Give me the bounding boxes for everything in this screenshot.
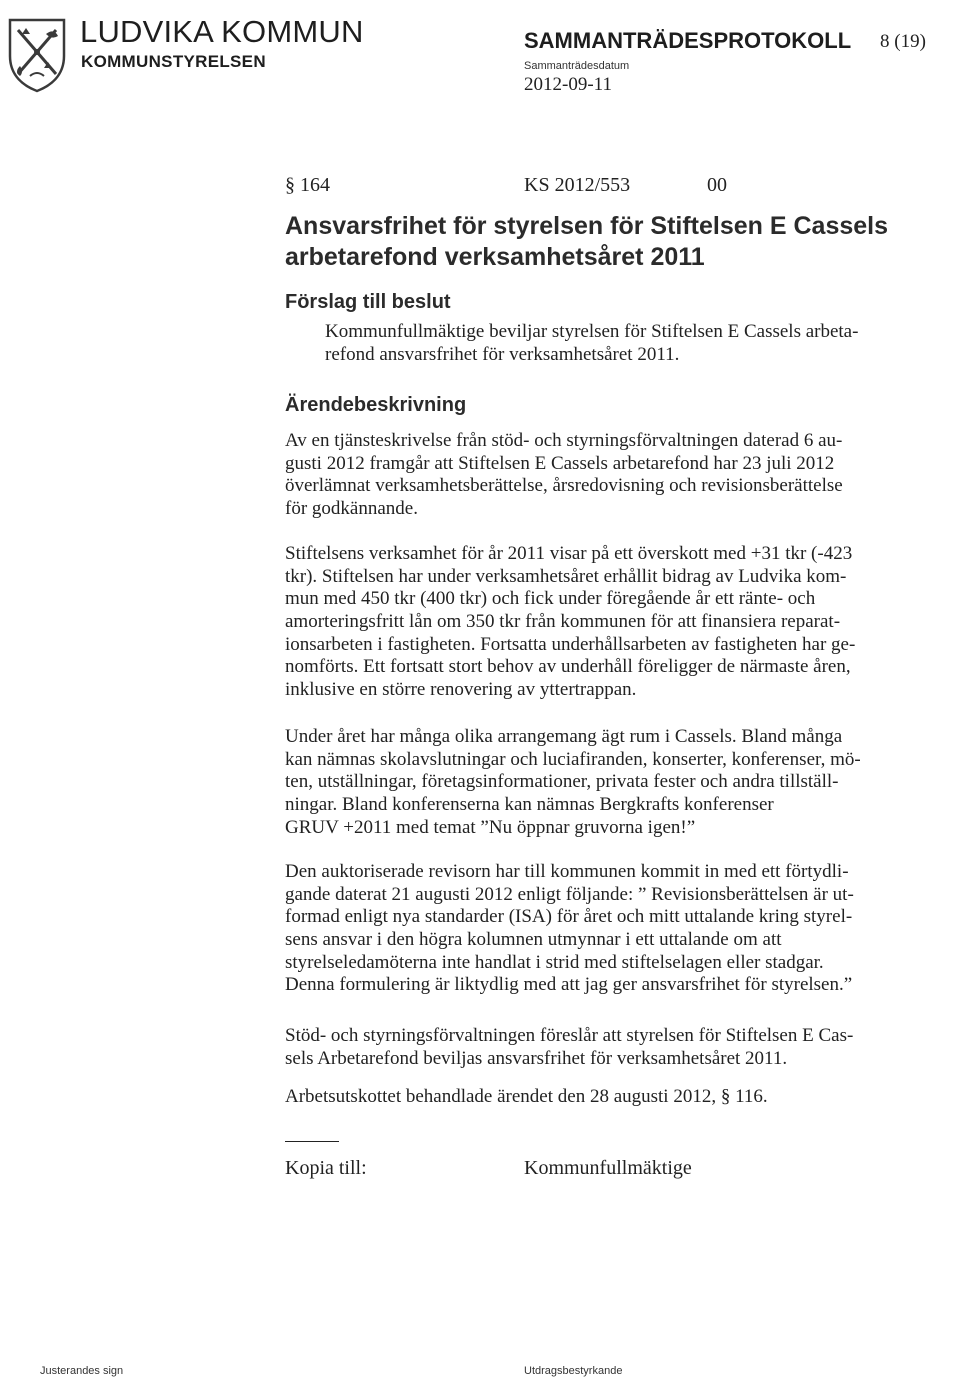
document-type-title: SAMMANTRÄDESPROTOKOLL <box>524 28 852 53</box>
text-line: GRUV +2011 med temat ”Nu öppnar gruvorna igen!” <box>285 816 696 838</box>
organization-unit: KOMMUNSTYRELSEN <box>81 52 266 71</box>
text-line: Stiftelsens verksamhet för år 2011 visar på ett överskott med +31 tkr (-423 <box>285 543 853 564</box>
case-code: 00 <box>707 174 727 196</box>
text-line: för godkännande. <box>285 498 418 520</box>
text-line: ningar. Bland konferenserna kan nämnas Bergkrafts konferenser <box>285 794 774 816</box>
separator-rule <box>285 1141 339 1142</box>
meeting-date: 2012-09-11 <box>524 74 612 95</box>
case-title: Ansvarsfrihet för styrelsen för Stiftelsen E Cassels arbetarefond verksamhetsåret 2011 <box>285 212 889 271</box>
text-line: sens ansvar i den högra kolumnen utmynnar i ett uttalande om att <box>285 929 782 951</box>
text-line: sels Arbetarefond beviljas ansvarsfrihet för verksamhetsåret 2011. <box>285 1047 788 1069</box>
text-line: formad enligt nya standarder (ISA) för året och mitt uttalande kring styrel- <box>285 906 853 928</box>
description-paragraph <box>285 430 843 521</box>
text-line: Stöd- och styrningsförvaltningen föreslår att styrelsen för Stiftelsen E Cas- <box>285 1025 854 1046</box>
text-line: nomförts. Ett fortsatt stort behov av underhåll föreligger de närmaste åren, <box>285 656 851 678</box>
description-paragraph <box>285 861 854 997</box>
text-line: Under året har många olika arrangemang ägt rum i Cassels. Bland många <box>285 726 843 747</box>
text-line: ionsarbeten i fastigheten. Fortsatta underhållsarbeten av fastigheten har ge- <box>285 633 856 655</box>
description-paragraph <box>285 1086 768 1109</box>
copy-to-label: Kopia till: <box>285 1157 367 1179</box>
text-line: Av en tjänsteskrivelse från stöd- och styrningsförvaltningen daterad 6 au- <box>285 430 843 451</box>
case-number: KS 2012/553 <box>524 174 631 196</box>
text-line: Kommunfullmäktige beviljar styrelsen för Stiftelsen E Cassels arbeta- <box>325 321 859 342</box>
description-paragraph <box>285 726 861 839</box>
section-reference: § 164 <box>285 174 330 196</box>
copy-to-recipient: Kommunfullmäktige <box>524 1157 692 1179</box>
text-line: styrelseledamöterna inte handlat i strid med stiftelselagen eller stadgar. <box>285 951 824 973</box>
text-line: överlämnat verksamhetsberättelse, årsredovisning och revisionsberättelse <box>285 475 843 497</box>
proposal-text <box>325 321 858 366</box>
footer-signature-label: Justerandes sign <box>40 1365 124 1377</box>
text-line: amorteringsfritt lån om 350 tkr från kommunen för att finansiera reparat- <box>285 611 841 633</box>
proposal-heading: Förslag till beslut <box>285 291 451 313</box>
page-number: 8 (19) <box>880 31 926 52</box>
description-paragraph <box>285 543 855 702</box>
text-line: inklusive en större renovering av yttertrappan. <box>285 679 637 701</box>
organization-name: LUDVIKA KOMMUN <box>80 14 364 49</box>
text-line: ten, utställningar, företagsinformationer, privata fester och andra tillställ- <box>285 771 839 793</box>
description-heading: Ärendebeskrivning <box>285 394 467 416</box>
text-line: Arbetsutskottet behandlade ärendet den 28 augusti 2012, § 116. <box>285 1086 768 1107</box>
text-line: refond ansvarsfrihet för verksamhetsåret 2011. <box>325 343 680 365</box>
text-line: Den auktoriserade revisorn har till kommunen kommit in med ett förtydli- <box>285 861 849 882</box>
text-line: Denna formulering är liktydlig med att jag ger ansvarsfrihet för styrelsen.” <box>285 974 853 996</box>
text-line: gusti 2012 framgår att Stiftelsen E Cassels arbetarefond har 23 juli 2012 <box>285 452 835 474</box>
meeting-date-label: Sammanträdesdatum <box>524 60 630 72</box>
text-line: gande daterat 21 augusti 2012 enligt följande: ” Revisionsberättelsen är ut- <box>285 883 854 905</box>
text-line: tkr). Stiftelsen har under verksamhetsåret erhållit bidrag av Ludvika kom- <box>285 565 847 587</box>
text-line: kan nämnas skolavslutningar och luciafiranden, konserter, konferenser, mö- <box>285 748 861 770</box>
footer-certification-label: Utdragsbestyrkande <box>524 1365 623 1377</box>
text-line: mun med 450 tkr (400 tkr) och fick under föregående år ett ränte- och <box>285 588 816 610</box>
description-paragraph <box>285 1025 853 1070</box>
municipal-coat-of-arms-logo <box>6 16 68 94</box>
